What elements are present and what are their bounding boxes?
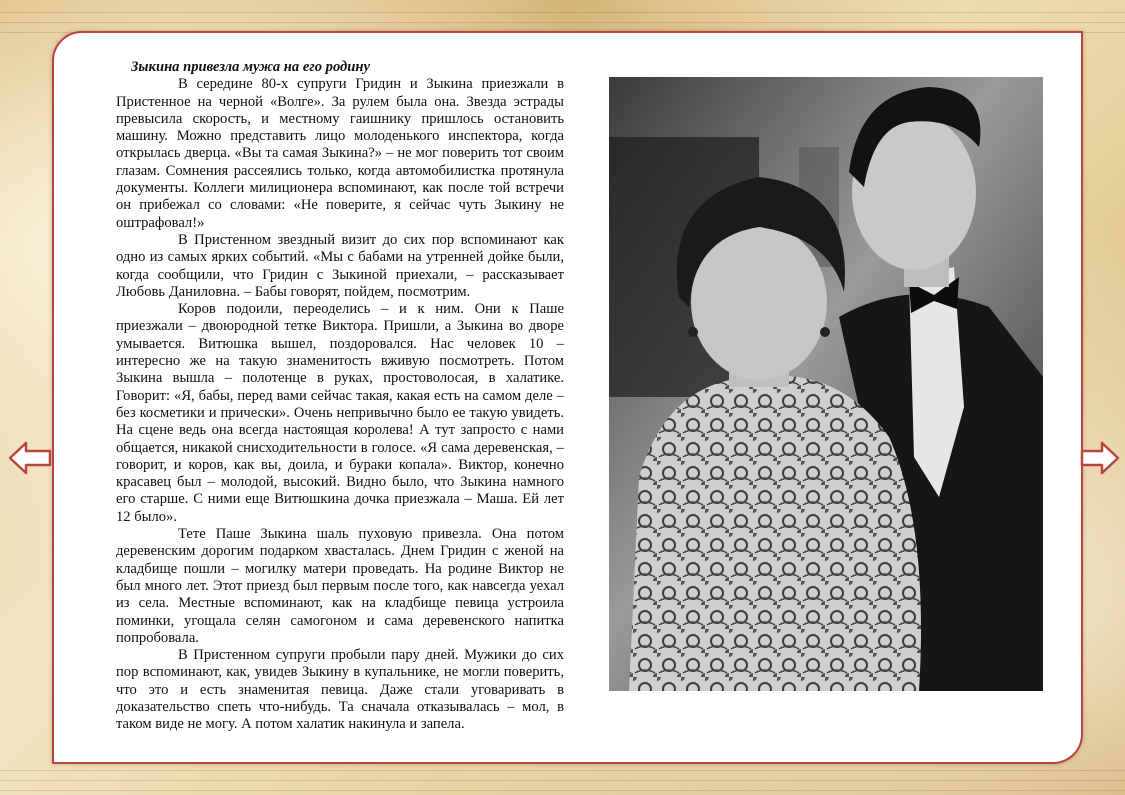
article-paragraph: В Пристенном супруги пробыли пару дней. Мужики до сих пор вспоминают, как, увидев Зыкину в купальнике, не могли поверить, что это и есть знаменитая певица. Даже стали уговаривать в доказательство спеть что-нибудь. Та сначала отказывалась – мол, в таком виде не могу. А потом халатик накинула и запела. (116, 647, 564, 733)
article (116, 59, 564, 734)
content-panel (52, 31, 1083, 764)
portrait-photo (609, 77, 1043, 691)
article-paragraph: В середине 80-х супруги Гридин и Зыкина приезжали в Пристенное на черной «Волге». За рулем была она. Звезда эстрады превысила скорость, и местному гаишнику пришлось остановить машину. Можно представить лицо молоденького инспектора, когда открылась дверца. «Вы та самая Зыкина?» – не мог поверить тот своим глазам. Сомнения рассеялись только, когда автомобилистка протянула документы. Коллеги милиционера вспоминают, как после той встречи он прибежал со словами: «Не поверите, я сейчас чуть Зыкину не оштрафовал!» (116, 76, 564, 231)
article-title: Зыкина привезла мужа на его родину (131, 59, 370, 75)
article-paragraph: Тете Паше Зыкина шаль пуховую привезла. Она потом деревенским дорогим подарком хвасталась. Днем Гридин с женой на кладбище пошли – могилку матери проведать. На родине Виктор не был много лет. Этот приезд был первым после того, как навсегда уехал из села. Местные вспоминают, как на кладбище певица устроила поминки, угощала селян самогоном и сама деревенского напитка попробовала. (116, 526, 564, 646)
right-arrow-icon[interactable] (1080, 440, 1120, 476)
left-arrow-icon[interactable] (8, 440, 52, 476)
article-paragraph: В Пристенном звездный визит до сих пор вспоминают как одно из самых ярких событий. «Мы с бабами на утренней дойке были, когда сообщили, что Гридин с Зыкиной приехали, – рассказывает Любовь Даниловна. – Бабы говорят, пойдем, посмотрим. (116, 231, 564, 300)
article-paragraph: Коров подоили, переоделись – и к ним. Они к Паше приезжали – двоюродной тетке Виктора. Пришли, а Зыкина во дворе умывается. Витюшка вышел, поздоровался. Нас человек 10 – интересно же на такую знаменитость вживую посмотреть. Потом Зыкина вышла – полотенце в руках, простоволосая, в халатике. Говорит: «Я, бабы, перед вами сейчас такая, какая есть на самом деле – без косметики и прически». Очень непривычно было ее такую увидеть. На сцене ведь она всегда настоящая королева! А тут запросто с нами общается, никакой снисходительности в голосе. «Я сама деревенская, – говорит, и коров, как вы, доила, и бураки копала». Виктор, конечно красавец был – молодой, высокий. Видно было, что Зыкина намного его старше. С ними еще Витюшкина дочка приезжала – Маша. Ей лет 12 было». (116, 301, 564, 525)
